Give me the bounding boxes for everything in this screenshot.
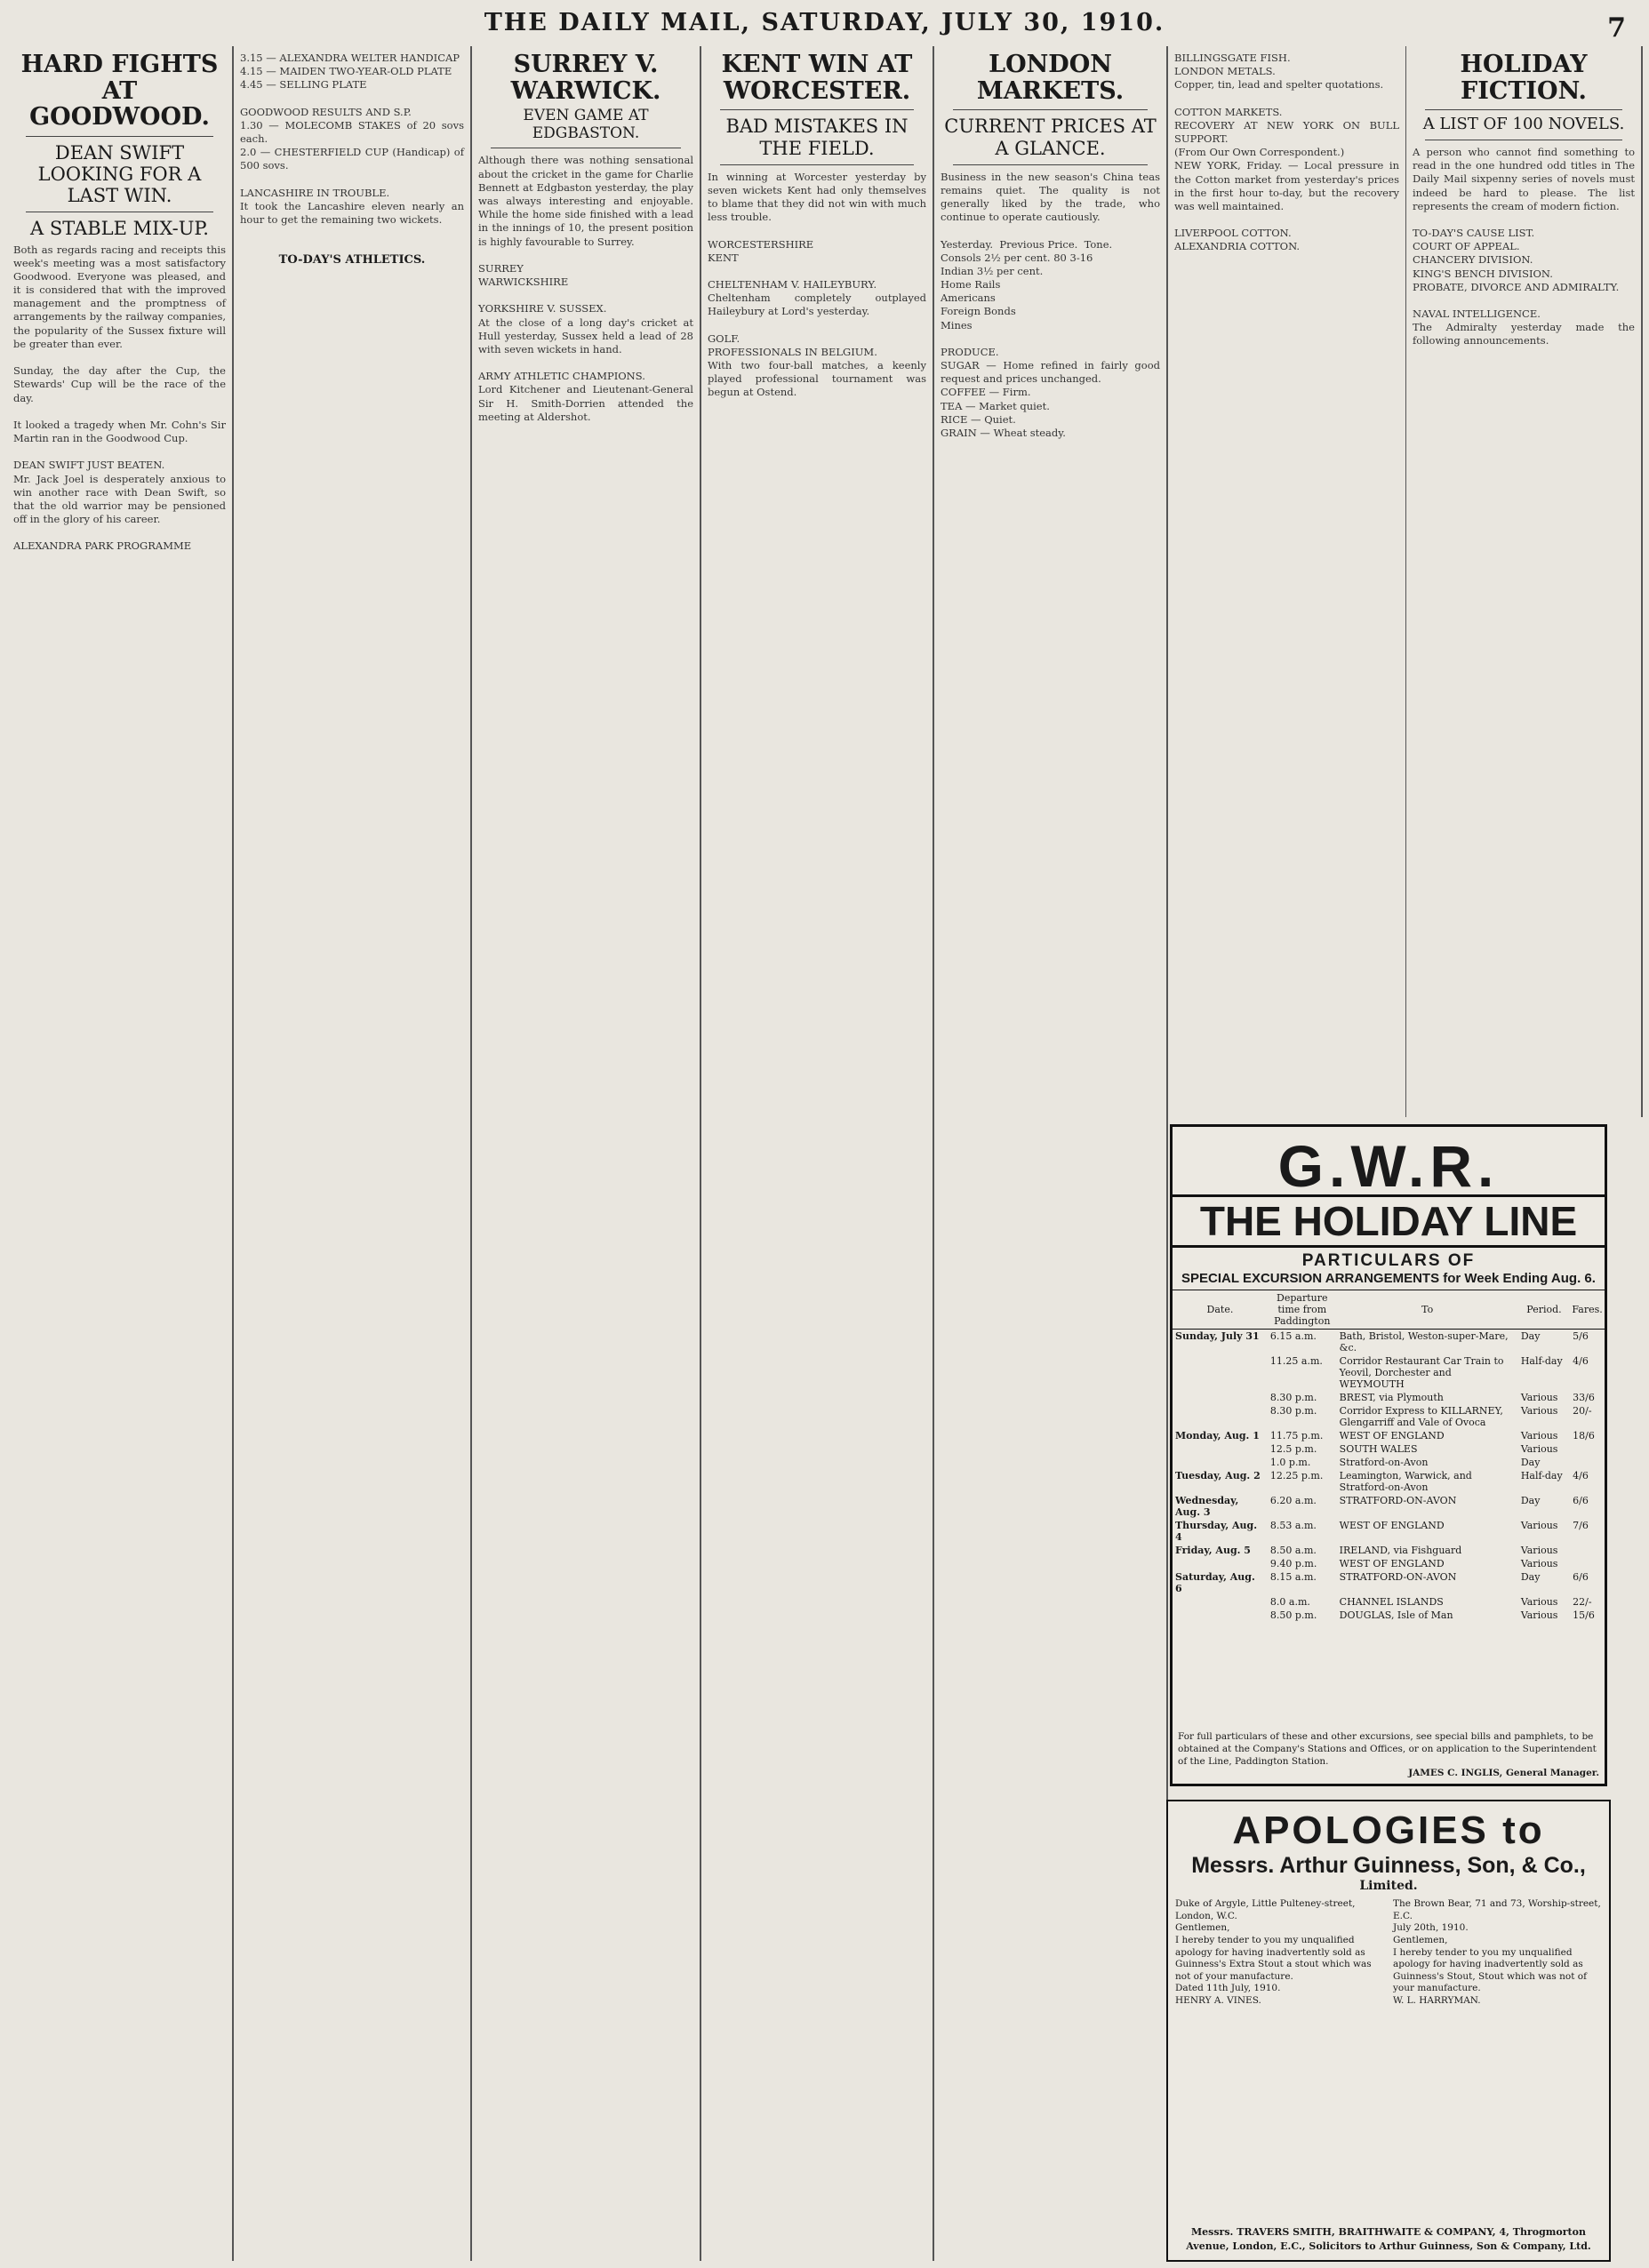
subheadline: BAD MISTAKES IN THE FIELD. xyxy=(725,116,909,159)
table-cell: WEST OF ENGLAND xyxy=(1339,1520,1445,1531)
table-row xyxy=(1173,1456,1605,1469)
table-cell: IRELAND, via Fishguard xyxy=(1339,1545,1462,1556)
table-cell: 11.75 p.m. xyxy=(1269,1430,1324,1441)
table-row xyxy=(1173,1391,1605,1404)
table-cell xyxy=(1570,1557,1605,1570)
column-header: Period. xyxy=(1518,1290,1570,1330)
table-cell: 6/6 xyxy=(1573,1495,1589,1506)
table-cell: 5/6 xyxy=(1573,1330,1589,1342)
gwr-manager: JAMES C. INGLIS, General Manager. xyxy=(1408,1768,1599,1779)
letter-right: The Brown Bear, 71 and 73, Worship-street, E.C. July 20th, 1910. Gentlemen, I hereby tender to you my unqualified apology for having inadvertently sold as Guinness's Stout, Stout which was not of your manufacture. W. L. HARRYMAN. xyxy=(1393,1898,1601,2007)
table-cell: Various xyxy=(1520,1558,1558,1569)
table-cell: 8.30 p.m. xyxy=(1269,1392,1317,1403)
table-cell xyxy=(1173,1442,1268,1456)
subheadline: CURRENT PRICES AT A GLANCE. xyxy=(944,116,1157,159)
gwr-title: G.W.R. xyxy=(1277,1133,1500,1199)
table-cell xyxy=(1570,1442,1605,1456)
table-cell: Corridor Express to KILLARNEY, Glengarriff and Vale of Ovoca xyxy=(1339,1405,1503,1428)
subheadline: A LIST OF 100 NOVELS. xyxy=(1422,115,1625,134)
table-cell: Various xyxy=(1520,1405,1558,1417)
column-header: Departure time from Paddington xyxy=(1268,1290,1337,1330)
excursion-table xyxy=(1173,1290,1605,1622)
gwr-holiday-line: THE HOLIDAY LINE xyxy=(1173,1194,1605,1248)
headline: HOLIDAY FICTION. xyxy=(1460,51,1588,105)
table-cell: 1.0 p.m. xyxy=(1269,1457,1311,1468)
table-cell: Various xyxy=(1520,1545,1558,1556)
article-body: In winning at Worcester yesterday by seven wickets Kent had only themselves to blame that they did not win with much less trouble. WORCESTERSHIRE KENT CHELTENHAM V. HAILEYBURY. Cheltenham completely outplayed Haileybury at Lord's yesterday. GOLF. PROFESSIONALS IN BELGIUM. With two four-ball matches, a keenly played professional tournament was begun at Ostend. xyxy=(708,170,926,399)
article-body: Both as regards racing and receipts this week's meeting was a most satisfactory Goodwood. Everyone was pleased, and it is considered that with the improved management and the promptness of arrangements by the railway companies, the popularity of the Sussex fixture will be greater than ever. Sunday, the day after the Cup, the Stewards' Cup will be the race of the day. It looked a tragedy when Mr. Cohn's Sir Martin ran in the Goodwood Cup. DEAN SWIFT JUST BEATEN. Mr. Jack Joel is desperately anxious to win another race with Dean Swift, so that the old warrior may be pensioned off in the glory of his career. ALEXANDRA PARK PROGRAMME xyxy=(13,243,226,553)
table-cell: Sunday, July 31 xyxy=(1175,1330,1260,1342)
table-cell xyxy=(1570,1544,1605,1557)
table-row xyxy=(1173,1544,1605,1557)
table-cell: Half-day xyxy=(1520,1355,1563,1367)
section-heading: TO-DAY'S ATHLETICS. xyxy=(278,253,426,268)
column-6 xyxy=(1168,46,1406,1117)
column-header: Date. xyxy=(1173,1290,1268,1330)
column-3 xyxy=(472,46,701,2261)
apology-letters xyxy=(1175,1898,1602,2008)
table-row xyxy=(1173,1404,1605,1429)
table-cell: SOUTH WALES xyxy=(1339,1443,1418,1455)
table-cell: 20/- xyxy=(1573,1405,1592,1417)
table-row xyxy=(1173,1609,1605,1622)
guinness-limited: Limited. xyxy=(1359,1879,1418,1893)
table-cell: Various xyxy=(1520,1520,1558,1531)
table-cell: Stratford-on-Avon xyxy=(1339,1457,1429,1468)
headline: KENT WIN AT WORCESTER. xyxy=(721,51,913,105)
table-cell: Half-day xyxy=(1520,1470,1563,1481)
table-cell: 22/- xyxy=(1573,1596,1592,1608)
table-cell: 6.15 a.m. xyxy=(1269,1330,1317,1342)
article-body: Although there was nothing sensational about the cricket in the game for Charlie Bennett at Edgbaston yesterday, the play was always interesting and enjoyable. While the home side finished with a lead in the innings of 10, the present position is highly favourable to Surrey. SURREY WARWICKSHIRE YORKSHIRE V. SUSSEX. At the close of a long day's cricket at Hull yesterday, Sussex held a lead of 28 with seven wickets in hand. ARMY ATHLETIC CHAMPIONS. Lord Kitchener and Lieutenant-General Sir H. Smith-Dorrien attended the meeting at Aldershot. xyxy=(478,154,693,423)
gwr-footer xyxy=(1178,1731,1599,1780)
table-cell xyxy=(1173,1557,1268,1570)
table-cell: 8.50 p.m. xyxy=(1269,1609,1317,1621)
table-row xyxy=(1173,1557,1605,1570)
table-cell: STRATFORD-ON-AVON xyxy=(1339,1571,1457,1583)
table-cell: Bath, Bristol, Weston-super-Mare, &c. xyxy=(1339,1330,1509,1354)
table-row xyxy=(1173,1469,1605,1494)
headline: LONDON MARKETS. xyxy=(976,51,1125,105)
table-cell: Day xyxy=(1520,1457,1541,1468)
column-5 xyxy=(934,46,1168,2261)
article-body: Business in the new season's China teas remains quiet. The quality is not generally liked by the trade, who continue to operate cautiously. Yesterday. Previous Price. Tone. Consols 2½ per cent. 80 3-16 Indian 3½ per cent. Home Rails Americans Foreign Bonds Mines PRODUCE. SUGAR — Home refined in fairly good request and prices unchanged. COFFEE — Firm. TEA — Market quiet. RICE — Quiet. GRAIN — Wheat steady. xyxy=(941,170,1160,439)
table-cell xyxy=(1173,1354,1268,1391)
table-cell: Various xyxy=(1520,1609,1558,1621)
table-cell: 12.5 p.m. xyxy=(1269,1443,1317,1455)
table-row xyxy=(1173,1442,1605,1456)
table-cell: 15/6 xyxy=(1573,1609,1595,1621)
headline: HARD FIGHTS AT GOODWOOD. xyxy=(20,51,219,132)
table-row xyxy=(1173,1519,1605,1544)
table-cell: 8.50 a.m. xyxy=(1269,1545,1317,1556)
apologies-title: APOLOGIES to xyxy=(1232,1809,1545,1852)
table-cell: Various xyxy=(1520,1392,1558,1403)
guinness-name: Messrs. Arthur Guinness, Son, & Co., xyxy=(1191,1853,1586,1878)
table-cell: Various xyxy=(1520,1596,1558,1608)
table-cell: 11.25 a.m. xyxy=(1269,1355,1323,1367)
column-header: Fares. xyxy=(1570,1290,1605,1330)
table-cell: Tuesday, Aug. 2 xyxy=(1175,1470,1261,1481)
table-row xyxy=(1173,1354,1605,1391)
gwr-special: SPECIAL EXCURSION ARRANGEMENTS for Week Ending Aug. 6. xyxy=(1181,1271,1596,1286)
masthead: THE DAILY MAIL, SATURDAY, JULY 30, 1910. xyxy=(484,9,1165,36)
table-header-row xyxy=(1173,1290,1605,1330)
table-cell: 33/6 xyxy=(1573,1392,1595,1403)
solicitors-notice: Messrs. TRAVERS SMITH, BRAITHWAITE & COMPANY, 4, Throgmorton Avenue, London, E.C., Solicitors to Arthur Guinness, Son & Company, Ltd. xyxy=(1186,2226,1591,2252)
table-cell: STRATFORD-ON-AVON xyxy=(1339,1495,1457,1506)
table-cell: 7/6 xyxy=(1573,1520,1589,1531)
gwr-particulars: PARTICULARS OF xyxy=(1301,1251,1476,1270)
column-7 xyxy=(1406,46,1643,1117)
table-cell: 8.0 a.m. xyxy=(1269,1596,1310,1608)
column-4 xyxy=(701,46,934,2261)
article-body: 3.15 — ALEXANDRA WELTER HANDICAP 4.15 — MAIDEN TWO-YEAR-OLD PLATE 4.45 — SELLING PLATE GOODWOOD RESULTS AND S.P. 1.30 — MOLECOMB STAKES of 20 sovs each. 2.0 — CHESTERFIELD CUP (Handicap) of 500 sovs. LANCASHIRE IN TROUBLE. It took the Lancashire eleven nearly an hour to get the remaining two wickets. xyxy=(240,52,464,227)
letter-left: Duke of Argyle, Little Pulteney-street, London, W.C. Gentlemen, I hereby tender to you my unqualified apology for having inadvertently sold as Guinness's Extra Stout a stout which was not of your manufacture. Dated 11th July, 1910. HENRY A. VINES. xyxy=(1175,1898,1372,2007)
table-cell: 6.20 a.m. xyxy=(1269,1495,1317,1506)
table-cell: 8.30 p.m. xyxy=(1269,1405,1317,1417)
table-cell: CHANNEL ISLANDS xyxy=(1339,1596,1444,1608)
table-cell: Saturday, Aug. 6 xyxy=(1175,1571,1255,1594)
table-cell: 9.40 p.m. xyxy=(1269,1558,1317,1569)
table-cell: Various xyxy=(1520,1430,1558,1441)
table-cell: 18/6 xyxy=(1573,1430,1595,1441)
excursion-rows xyxy=(1173,1330,1605,1623)
table-cell: WEST OF ENGLAND xyxy=(1339,1430,1445,1441)
subheadline: DEAN SWIFT LOOKING FOR A LAST WIN. xyxy=(37,142,202,207)
table-cell: Day xyxy=(1520,1495,1541,1506)
table-cell: 8.15 a.m. xyxy=(1269,1571,1317,1583)
table-row xyxy=(1173,1595,1605,1609)
table-cell: Friday, Aug. 5 xyxy=(1175,1545,1251,1556)
table-cell: BREST, via Plymouth xyxy=(1339,1392,1444,1403)
article-body: A person who cannot find something to read in the one hundred odd titles in The Daily Mail sixpenny series of novels must indeed be hard to please. The list represents the cream of modern fiction. TO-DAY'S CAUSE LIST. COURT OF APPEAL. CHANCERY DIVISION. KING'S BENCH DIVISION. PROBATE, DIVORCE AND ADMIRALTY. NAVAL INTELLIGENCE. The Admiralty yesterday made the following announcements. xyxy=(1413,146,1635,347)
column-header: To xyxy=(1337,1290,1518,1330)
table-cell: Thursday, Aug. 4 xyxy=(1175,1520,1258,1543)
table-cell: Day xyxy=(1520,1571,1541,1583)
table-row xyxy=(1173,1429,1605,1442)
table-cell xyxy=(1570,1456,1605,1469)
subheadline: EVEN GAME AT EDGBASTON. xyxy=(523,107,649,142)
table-cell: Corridor Restaurant Car Train to Yeovil, Dorchester and WEYMOUTH xyxy=(1339,1355,1504,1390)
table-cell xyxy=(1173,1595,1268,1609)
page-number: 7 xyxy=(1607,12,1626,44)
guinness-advertisement xyxy=(1166,1800,1611,2262)
table-cell: 4/6 xyxy=(1573,1470,1589,1481)
table-cell: WEST OF ENGLAND xyxy=(1339,1558,1445,1569)
table-cell: 4/6 xyxy=(1573,1355,1589,1367)
table-cell xyxy=(1173,1391,1268,1404)
table-cell xyxy=(1173,1404,1268,1429)
article-body: BILLINGSGATE FISH. LONDON METALS. Copper, tin, lead and spelter quotations. COTTON MARKETS. RECOVERY AT NEW YORK ON BULL SUPPORT. (From Our Own Correspondent.) NEW YORK, Friday. — Local pressure in the Cotton market from yesterday's prices in the first hour to-day, but the recovery was well maintained. LIVERPOOL COTTON. ALEXANDRIA COTTON. xyxy=(1174,52,1399,253)
table-cell xyxy=(1173,1456,1268,1469)
table-cell: 12.25 p.m. xyxy=(1269,1470,1324,1481)
table-row xyxy=(1173,1330,1605,1355)
table-cell: Leamington, Warwick, and Stratford-on-Avon xyxy=(1339,1470,1472,1493)
headline: SURREY V. WARWICK. xyxy=(510,51,661,105)
table-cell: Wednesday, Aug. 3 xyxy=(1175,1495,1239,1518)
table-cell: 8.53 a.m. xyxy=(1269,1520,1317,1531)
gwr-footer-text: For full particulars of these and other excursions, see special bills and pamphlets, to be obtained at the Company's Stations and Offices, or on application to the Superintendent of the Line, Paddington Station. xyxy=(1178,1731,1597,1767)
table-cell: Various xyxy=(1520,1443,1558,1455)
table-cell xyxy=(1173,1609,1268,1622)
table-row xyxy=(1173,1494,1605,1519)
table-cell: 6/6 xyxy=(1573,1571,1589,1583)
gwr-advertisement xyxy=(1170,1124,1607,1786)
table-cell: DOUGLAS, Isle of Man xyxy=(1339,1609,1453,1621)
column-2 xyxy=(234,46,472,2261)
column-1 xyxy=(7,46,234,2261)
table-row xyxy=(1173,1570,1605,1595)
table-cell: Day xyxy=(1520,1330,1541,1342)
table-cell: Monday, Aug. 1 xyxy=(1175,1430,1260,1441)
subheadline: A STABLE MIX-UP. xyxy=(30,218,209,240)
